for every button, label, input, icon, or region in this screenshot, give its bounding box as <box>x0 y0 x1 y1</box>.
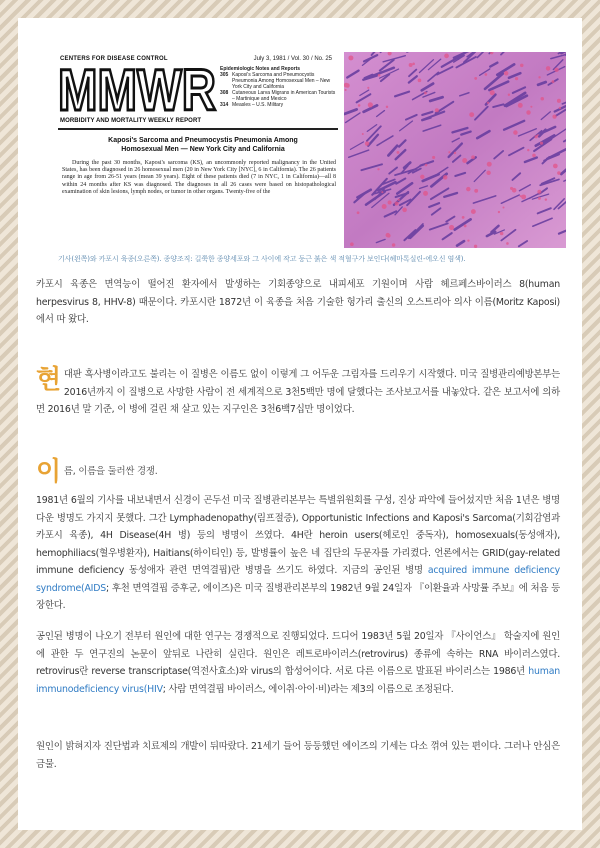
agency-label: CENTERS FOR DISEASE CONTROL <box>60 56 168 62</box>
contents-page: 305 <box>220 72 229 78</box>
red-blood-cell <box>545 198 547 200</box>
red-blood-cell <box>520 195 522 197</box>
issue-label: July 3, 1981 / Vol. 30 / No. 25 <box>253 56 332 62</box>
red-blood-cell <box>392 243 395 246</box>
red-blood-cell <box>398 199 400 201</box>
red-blood-cell <box>432 156 435 159</box>
red-blood-cell <box>448 151 450 153</box>
hiv-discovery-paragraph <box>36 628 560 698</box>
red-blood-cell <box>377 168 379 170</box>
contents-header: Epidemiologic Notes and Reports <box>220 66 301 72</box>
red-blood-cell <box>551 80 554 83</box>
red-blood-cell <box>418 79 422 83</box>
contents-title: Measles – U.S. Military <box>232 102 284 108</box>
red-blood-cell <box>512 188 517 193</box>
red-blood-cell <box>527 149 529 151</box>
red-blood-cell <box>420 175 424 179</box>
red-blood-cell <box>471 155 475 159</box>
red-blood-cell <box>367 87 369 89</box>
paragraph-text: 1981년 6월의 기사를 내보내면서 신경이 곤두선 미국 질병관리본부는 특별위원회를 구성, 진상 파악에 들어섰지만 처음 1년은 병명다운 병명도 가지지 못했다. 그간 Lymphadenopathy(림프절증), Opportunistic Infections and Kaposi's Sarcoma(기회감염과 카포시 육종), 4H Disease(4H 병) 등의 병명이 쓰였다. 4H란 heroin users(헤로인 중독자), homosexuals(동성애자), hemophiliacs(혈우병환자), Haitians(하이티인) 등, 발병률이 높은 네 집단의 두문자를 가리켰다. 언론에서는 GRID(gay-related immune deficiency 동성애자 관련 면역결핍)란 병명을 쓰기도 하였다. 지금의 공인된 병명 <box>36 495 560 576</box>
section1-text: 대판 흑사병이라고도 불리는 이 질병은 이름도 없이 이렇게 그 어두운 그림자를 드리우기 시작했다. 미국 질병관리예방본부는 2016년까지 이 질병으로 사망한 사람이 전 세계적으로 3천5백만 명에 달했다는 조사보고서를 내놓았다. 같은 보고서에 의하면 2016년 말 기준, 이 병에 걸린 채 살고 있는 지구인은 3천6백7십만 명이었다. <box>36 369 560 415</box>
contents-item <box>220 72 336 90</box>
red-blood-cell <box>423 191 428 196</box>
red-blood-cell <box>435 108 439 112</box>
drop-cap: 현 <box>36 365 61 395</box>
red-blood-cell <box>502 206 504 208</box>
red-blood-cell <box>521 194 526 199</box>
red-blood-cell <box>486 171 490 175</box>
red-blood-cell <box>402 208 407 213</box>
red-blood-cell <box>518 103 523 108</box>
contents-item <box>220 90 336 102</box>
red-blood-cell <box>386 106 388 108</box>
mmwr-article-clipping <box>58 52 338 248</box>
section2-subtitle: 름, 이름을 둘러싼 경쟁. <box>63 466 158 477</box>
intro-paragraph: 카포시 육종은 면역능이 떨어진 환자에서 발생하는 기회종양으로 내피세포 기원이며 사람 헤르페스바이러스 8(human herpesvirus 8, HHV-8) 때문이다. 카포시란 1872년 이 육종을 처음 기술한 헝가리 출신의 오스트리아 의사 이름(Moritz Kaposi)에서 따 왔다. <box>36 279 560 325</box>
red-blood-cell <box>378 74 381 77</box>
red-blood-cell <box>530 106 532 108</box>
figure-caption: 기사(왼쪽)와 카포시 육종(오른쪽). 종양조직: 길쭉한 종양세포와 그 사이에 작고 둥근 붉은 색 적혈구가 보인다(헤마톡실린-에오신 염색). <box>58 255 466 263</box>
red-blood-cell <box>387 234 391 238</box>
red-blood-cell <box>538 197 541 200</box>
red-blood-cell <box>504 71 508 75</box>
red-blood-cell <box>500 232 504 236</box>
contents-list <box>220 66 336 108</box>
red-blood-cell <box>559 107 561 109</box>
red-blood-cell <box>508 93 510 95</box>
red-blood-cell <box>362 133 364 135</box>
document-page <box>18 18 582 830</box>
contents-page: 308 <box>220 90 229 96</box>
red-blood-cell <box>515 77 518 80</box>
red-blood-cell <box>469 112 474 117</box>
kaposi-sarcoma-micrograph <box>344 52 566 248</box>
red-blood-cell <box>498 211 500 213</box>
red-blood-cell <box>553 164 558 169</box>
red-blood-cell <box>552 114 556 118</box>
red-blood-cell <box>538 76 540 78</box>
red-blood-cell <box>395 201 399 205</box>
red-blood-cell <box>348 55 353 60</box>
article-body: During the past 30 months, Kaposi's sarcoma (KS), an uncommonly reported malignancy in the United States, has been diagnosed in 26 homosexual men (20 in New York City [NYC], 6 in California). The 26 patients range in age from 26-51 years (mean 39 years). Eight of these patients died (7 in NYC, 1 in California)—all 8 within 24 months after KS was diagnosed. The diagnoses in all 26 cases were based on histopathological examination of skin lesions, lymph nodes, or tumor in other organs. Twenty-five of the <box>62 160 336 195</box>
closing-paragraph: 원인이 밝혀지자 진단법과 치료제의 개발이 뒤따랐다. 21세기 들어 등등했던 에이즈의 기세는 다소 꺾여 있는 편이다. 그러나 안심은 금물. <box>36 741 560 770</box>
red-blood-cell <box>513 130 518 135</box>
red-blood-cell <box>526 110 530 114</box>
header-rule <box>58 128 338 130</box>
red-blood-cell <box>454 152 456 154</box>
red-blood-cell <box>474 77 477 80</box>
contents-page: 314 <box>220 102 229 108</box>
red-blood-cell <box>466 187 470 191</box>
red-blood-cell <box>357 211 360 214</box>
tissue-image <box>344 52 566 248</box>
red-blood-cell <box>443 175 447 179</box>
red-blood-cell <box>506 242 509 245</box>
section1-paragraph <box>36 366 560 419</box>
red-blood-cell <box>382 204 387 209</box>
paragraph-text: 공인된 병명이 나오기 전부터 원인에 대한 연구는 경쟁적으로 진행되었다. 드디어 1983년 5월 20일자 『사이언스』 학술지에 원인에 관한 두 연구진의 논문이 앞뒤로 나란히 실린다. 원인은 레트로바이러스(retrovirus) 종류에 속하는 RNA 바이러스였다. retrovirus란 reverse transcriptase(역전사효소)와 virus의 합성어이다. 서로 다른 이름으로 발표된 바이러스는 1986년 <box>36 631 560 677</box>
mmwr-logo-text: MMWR <box>58 62 216 114</box>
red-blood-cell <box>388 200 392 204</box>
contents-title: Cutaneous Larva Migrans in American Tourists – Martinique and Mexico <box>232 90 336 102</box>
red-blood-cell <box>365 141 369 145</box>
hiv-term-link[interactable]: human immunodeficiency virus(HIV <box>36 666 560 695</box>
section2-heading <box>36 458 560 486</box>
mmwr-logo <box>58 62 218 114</box>
red-blood-cell <box>490 90 495 95</box>
red-blood-cell <box>409 63 413 67</box>
red-blood-cell <box>532 154 536 158</box>
red-blood-cell <box>474 189 478 193</box>
red-blood-cell <box>424 92 427 95</box>
red-blood-cell <box>487 162 492 167</box>
contents-item <box>220 102 336 108</box>
red-blood-cell <box>467 239 469 241</box>
aids-term-link[interactable]: acquired immune deficiency syndrome(AIDS <box>36 565 560 594</box>
red-blood-cell <box>449 225 454 230</box>
red-blood-cell <box>535 135 538 138</box>
drop-cap: 이 <box>36 457 61 487</box>
red-blood-cell <box>381 191 383 193</box>
red-blood-cell <box>520 64 523 67</box>
paragraph-text: ; 사람 면역결핍 바이러스, 에이취·아이·비)라는 제3의 이름으로 조정된다. <box>162 683 454 695</box>
aids-name-paragraph <box>36 492 560 615</box>
red-blood-cell <box>554 68 558 72</box>
red-blood-cell <box>397 151 400 154</box>
red-blood-cell <box>484 73 487 76</box>
red-blood-cell <box>471 209 476 214</box>
red-blood-cell <box>345 89 347 91</box>
contents-title: Kaposi's Sarcoma and Pneumocystis Pneumonia Among Homosexual Men – New York City and California <box>232 72 331 90</box>
red-blood-cell <box>412 63 415 66</box>
red-blood-cell <box>464 225 467 228</box>
report-subtitle: MORBIDITY AND MORTALITY WEEKLY REPORT <box>60 118 202 124</box>
red-blood-cell <box>487 102 489 104</box>
red-blood-cell <box>537 190 541 194</box>
paragraph-text: ; 후천 면역결핍 증후군, 에이즈)은 미국 질병관리본부의 1982년 9월 24일자 『이환율과 사망률 주보』에 처음 등장한다. <box>36 582 560 611</box>
red-blood-cell <box>368 102 373 107</box>
red-blood-cell <box>557 171 561 175</box>
red-blood-cell <box>540 142 543 145</box>
red-blood-cell <box>425 164 428 167</box>
red-blood-cell <box>350 242 354 246</box>
red-blood-cell <box>474 245 477 248</box>
red-blood-cell <box>462 216 465 219</box>
article-title: Kaposi's Sarcoma and Pneumocystis Pneumonia Among Homosexual Men — New York City and California <box>108 137 298 153</box>
header-figure <box>58 52 566 248</box>
red-blood-cell <box>444 54 449 59</box>
red-blood-cell <box>557 99 561 103</box>
red-blood-cell <box>462 158 467 163</box>
red-blood-cell <box>541 97 545 101</box>
red-blood-cell <box>358 104 361 107</box>
red-blood-cell <box>546 66 551 71</box>
